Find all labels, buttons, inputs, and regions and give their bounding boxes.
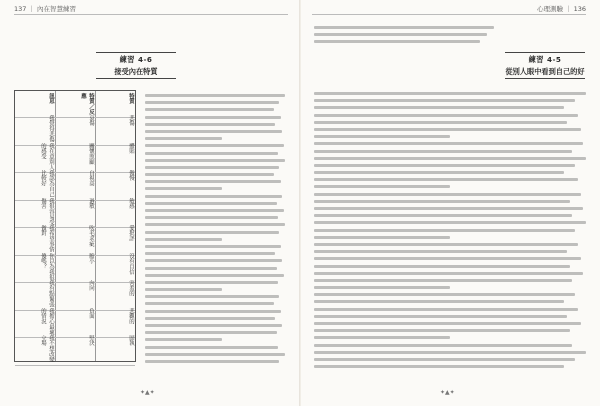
text-line bbox=[145, 101, 279, 104]
table-cell: 害羞的 bbox=[95, 278, 135, 311]
text-line bbox=[145, 202, 277, 205]
text-line bbox=[314, 243, 578, 246]
running-head-right: 心理測驗 ｜ 136 bbox=[536, 5, 586, 13]
text-line bbox=[314, 286, 450, 289]
body-text-top bbox=[314, 26, 494, 48]
text-line bbox=[314, 221, 586, 224]
text-line bbox=[314, 265, 570, 268]
table-cell: 膽小 bbox=[55, 251, 95, 284]
text-line bbox=[314, 121, 567, 124]
text-line bbox=[145, 238, 222, 241]
text-line bbox=[314, 344, 572, 347]
table-cell: 傲慢 bbox=[95, 168, 135, 201]
text-line bbox=[314, 358, 575, 361]
text-line bbox=[145, 159, 285, 162]
header-rule bbox=[312, 14, 586, 15]
text-line bbox=[314, 33, 487, 36]
text-line bbox=[145, 209, 284, 212]
text-line bbox=[314, 322, 581, 325]
text-line bbox=[145, 346, 278, 349]
text-line bbox=[314, 279, 572, 282]
text-line bbox=[314, 329, 570, 332]
table-cell: 我覺得悲傷 bbox=[15, 113, 55, 146]
exercise-subtitle: 從別人眼中看到自己的好 bbox=[505, 67, 585, 76]
table-cell: 過敏 bbox=[55, 196, 95, 229]
text-line bbox=[314, 114, 578, 117]
table-column bbox=[95, 91, 135, 361]
text-line bbox=[314, 300, 564, 303]
text-line bbox=[314, 171, 564, 174]
page-ornament: ✦▲✦ bbox=[140, 389, 155, 396]
title-rule-bottom bbox=[505, 78, 585, 79]
text-line bbox=[145, 245, 281, 248]
text-line bbox=[314, 142, 583, 145]
text-line bbox=[145, 130, 282, 133]
text-line bbox=[314, 257, 581, 260]
body-text bbox=[145, 94, 285, 367]
right-page bbox=[300, 0, 600, 406]
text-line bbox=[145, 166, 279, 169]
table-cell: 我希望事情做對 bbox=[15, 223, 55, 256]
table-cell: 哀傷 bbox=[55, 113, 95, 146]
exercise-subtitle: 接受內在特質 bbox=[114, 67, 158, 76]
text-line bbox=[145, 295, 279, 298]
text-line bbox=[145, 281, 278, 284]
table-cell: 吹毛求疵 bbox=[55, 223, 95, 256]
text-line bbox=[314, 272, 583, 275]
text-line bbox=[145, 116, 281, 119]
text-line bbox=[314, 229, 575, 232]
text-line bbox=[314, 200, 570, 203]
title-rule-top bbox=[96, 52, 176, 53]
table-cell: 敏感 bbox=[95, 196, 135, 229]
text-line bbox=[314, 351, 586, 354]
table-cell: 悲傷 bbox=[95, 113, 135, 146]
text-line bbox=[145, 259, 282, 262]
table-cell: 體貼 bbox=[95, 141, 135, 174]
table-header-cell: 訊息 bbox=[15, 91, 55, 118]
text-line bbox=[145, 223, 285, 226]
table-cell: 我在意別人的感受 bbox=[15, 141, 55, 174]
text-line bbox=[314, 150, 572, 153]
exercise-title: 練習 4-5 bbox=[528, 55, 562, 64]
table-cell: 關懷照顧 bbox=[55, 141, 95, 174]
table-column bbox=[55, 91, 96, 361]
text-line bbox=[314, 164, 575, 167]
running-head-left: 137 ｜ 內在智慧練習 bbox=[14, 5, 77, 13]
table-cell: 你以為我很傻嗎？ bbox=[15, 251, 55, 284]
text-line bbox=[145, 353, 285, 356]
text-line bbox=[314, 293, 575, 296]
table-cell: 我有點緊張 bbox=[15, 278, 55, 311]
text-line bbox=[314, 92, 586, 95]
table-cell: 固執 bbox=[95, 333, 135, 366]
text-line bbox=[314, 135, 450, 138]
text-line bbox=[314, 315, 567, 318]
text-line bbox=[145, 331, 277, 334]
text-line bbox=[314, 26, 494, 29]
traits-table bbox=[14, 90, 136, 362]
text-line bbox=[314, 336, 450, 339]
body-text-main bbox=[314, 92, 586, 372]
text-line bbox=[145, 108, 274, 111]
text-line bbox=[145, 267, 277, 270]
table-cell: 沒有自信 bbox=[95, 251, 135, 284]
text-line bbox=[145, 252, 275, 255]
exercise-title: 練習 4-6 bbox=[119, 55, 153, 64]
text-line bbox=[314, 365, 564, 368]
text-line bbox=[314, 128, 581, 131]
text-line bbox=[145, 123, 275, 126]
text-line bbox=[314, 308, 578, 311]
table-cell: 負面 bbox=[55, 306, 95, 339]
text-line bbox=[145, 310, 281, 313]
text-line bbox=[145, 324, 282, 327]
text-line bbox=[145, 137, 222, 140]
table-column bbox=[15, 91, 56, 361]
text-line bbox=[145, 195, 282, 198]
text-line bbox=[145, 231, 279, 234]
table-cell: 堅決 bbox=[55, 333, 95, 366]
text-line bbox=[145, 317, 275, 320]
text-line bbox=[145, 187, 222, 190]
header-rule bbox=[14, 14, 288, 15]
text-line bbox=[314, 236, 450, 239]
text-line bbox=[314, 250, 567, 253]
text-line bbox=[314, 193, 581, 196]
table-cell: 我很容易受傷害 bbox=[15, 196, 55, 229]
text-line bbox=[145, 288, 222, 291]
table-cell: 我擔心最壞的情況 bbox=[15, 306, 55, 339]
text-line bbox=[314, 40, 480, 43]
text-line bbox=[145, 360, 279, 363]
text-line bbox=[314, 106, 564, 109]
table-cell: 我不想改變立場 bbox=[15, 333, 55, 366]
text-line bbox=[314, 185, 450, 188]
text-line bbox=[314, 99, 575, 102]
table-cell: 自視高 bbox=[55, 168, 95, 201]
title-rule-bottom bbox=[96, 78, 176, 79]
text-line bbox=[145, 216, 278, 219]
text-line bbox=[145, 152, 278, 155]
table-cell: 內向 bbox=[55, 278, 95, 311]
text-line bbox=[314, 157, 586, 160]
table-cell: 我認為自己比較好 bbox=[15, 168, 55, 201]
page-ornament: ✦▲✦ bbox=[440, 389, 455, 396]
title-rule-top bbox=[505, 52, 585, 53]
text-line bbox=[314, 207, 583, 210]
text-line bbox=[145, 173, 274, 176]
text-line bbox=[145, 302, 274, 305]
text-line bbox=[314, 178, 578, 181]
text-line bbox=[145, 274, 284, 277]
text-line bbox=[145, 338, 222, 341]
table-header-cell: 特質 bbox=[95, 91, 135, 118]
text-line bbox=[145, 180, 281, 183]
table-cell: 愛批評 bbox=[95, 223, 135, 256]
text-line bbox=[145, 94, 285, 97]
table-cell: 悲觀的 bbox=[95, 306, 135, 339]
text-line bbox=[145, 144, 284, 147]
table-header-cell: 特質／反應 bbox=[55, 91, 95, 118]
text-line bbox=[314, 214, 572, 217]
